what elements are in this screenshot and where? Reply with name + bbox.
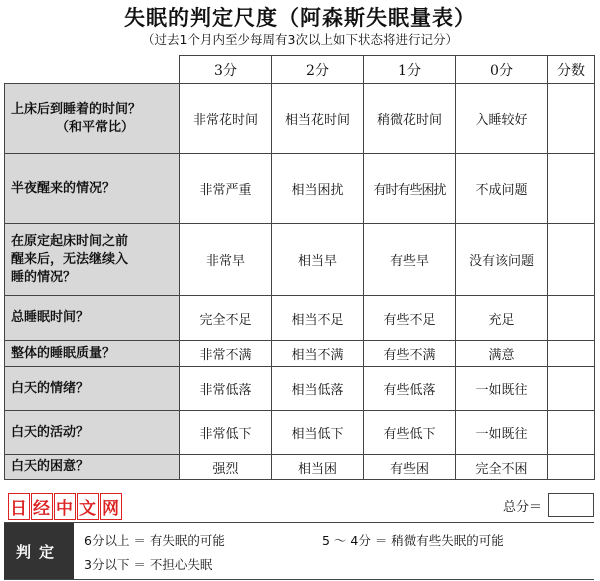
rule-6-plus: 6分以上 ＝ 有失眠的可能 (84, 533, 225, 548)
table-row (5, 296, 595, 341)
judgement-label: 判定 (4, 523, 74, 579)
answer-0: 充足 (456, 296, 548, 341)
answer-2: 相当早 (272, 224, 364, 296)
watermark-char: 网 (100, 493, 122, 520)
watermark-char: 文 (77, 493, 99, 520)
question-text: （和平常比） (55, 119, 134, 135)
watermark-char: 日 (8, 493, 30, 520)
answer-3: 完全不足 (180, 296, 272, 341)
answer-1: 有些低下 (364, 411, 456, 455)
answer-0: 满意 (456, 341, 548, 367)
question: 白天的困意？ (5, 455, 180, 480)
answer-2: 相当花时间 (272, 84, 364, 154)
page-subtitle: （过去1个月内至少每周有3次以上如下状态将进行记分） (142, 32, 458, 47)
question: 白天的活动？ (5, 411, 180, 455)
watermark-char: 中 (54, 493, 76, 520)
score-cell[interactable] (548, 296, 595, 341)
header-row (5, 56, 595, 84)
answer-1: 有些低落 (364, 367, 456, 411)
score-cell[interactable] (548, 84, 595, 154)
answer-0: 不成问题 (456, 154, 548, 224)
total-row (4, 493, 594, 517)
header-0: 0分 (456, 56, 548, 84)
insomnia-scale-table (4, 55, 595, 480)
answer-2: 相当低落 (272, 367, 364, 411)
answer-1: 有些不满 (364, 341, 456, 367)
answer-3: 非常早 (180, 224, 272, 296)
answer-3: 非常低下 (180, 411, 272, 455)
rule-5-4: 5 ～ 4分 ＝ 稍微有些失眠的可能 (322, 533, 504, 548)
header-1: 1分 (364, 56, 456, 84)
question-text: 在原定起床时间之前 (11, 233, 129, 249)
answer-3: 强烈 (180, 455, 272, 480)
table-row (5, 367, 595, 411)
answer-1: 有时有些困扰 (364, 154, 456, 224)
answer-3: 非常不满 (180, 341, 272, 367)
question-text: 睡的情况？ (11, 269, 77, 285)
header-2: 2分 (272, 56, 364, 84)
answer-0: 一如既往 (456, 411, 548, 455)
watermark-char: 经 (31, 493, 53, 520)
question: 总睡眠时间？ (5, 296, 180, 341)
table-row (5, 341, 595, 367)
answer-3: 非常花时间 (180, 84, 272, 154)
table-row (5, 84, 595, 154)
judgement-panel (4, 522, 594, 580)
answer-2: 相当不满 (272, 341, 364, 367)
question: 整体的睡眠质量？ (5, 341, 180, 367)
header-3: 3分 (180, 56, 272, 84)
table-row (5, 411, 595, 455)
answer-0: 完全不困 (456, 455, 548, 480)
total-label: 总分＝ (502, 500, 542, 515)
answer-2: 相当困扰 (272, 154, 364, 224)
table-row (5, 154, 595, 224)
answer-3: 非常严重 (180, 154, 272, 224)
score-cell[interactable] (548, 341, 595, 367)
answer-1: 有些困 (364, 455, 456, 480)
question-text: 上床后到睡着的时间？ (11, 101, 142, 117)
question: 半夜醒来的情况？ (5, 154, 180, 224)
watermark-logo (8, 493, 123, 520)
answer-1: 有些不足 (364, 296, 456, 341)
question (5, 224, 180, 296)
answer-3: 非常低落 (180, 367, 272, 411)
answer-2: 相当困 (272, 455, 364, 480)
score-cell[interactable] (548, 154, 595, 224)
question: 白天的情绪？ (5, 367, 180, 411)
score-cell[interactable] (548, 367, 595, 411)
answer-0: 一如既往 (456, 367, 548, 411)
score-cell[interactable] (548, 455, 595, 480)
question (5, 84, 180, 154)
score-cell[interactable] (548, 224, 595, 296)
answer-1: 稍微花时间 (364, 84, 456, 154)
answer-0: 入睡较好 (456, 84, 548, 154)
question-text: 醒来后，无法继续入 (11, 251, 129, 267)
header-blank (5, 56, 180, 84)
answer-0: 没有该问题 (456, 224, 548, 296)
score-cell[interactable] (548, 411, 595, 455)
answer-2: 相当不足 (272, 296, 364, 341)
total-score-box[interactable] (548, 493, 594, 517)
rule-3-below: 3分以下 ＝ 不担心失眠 (84, 557, 213, 572)
header-score: 分数 (548, 56, 595, 84)
answer-2: 相当低下 (272, 411, 364, 455)
answer-1: 有些早 (364, 224, 456, 296)
page-title: 失眠的判定尺度（阿森斯失眠量表） (124, 6, 476, 30)
table-row (5, 224, 595, 296)
table-row (5, 455, 595, 480)
